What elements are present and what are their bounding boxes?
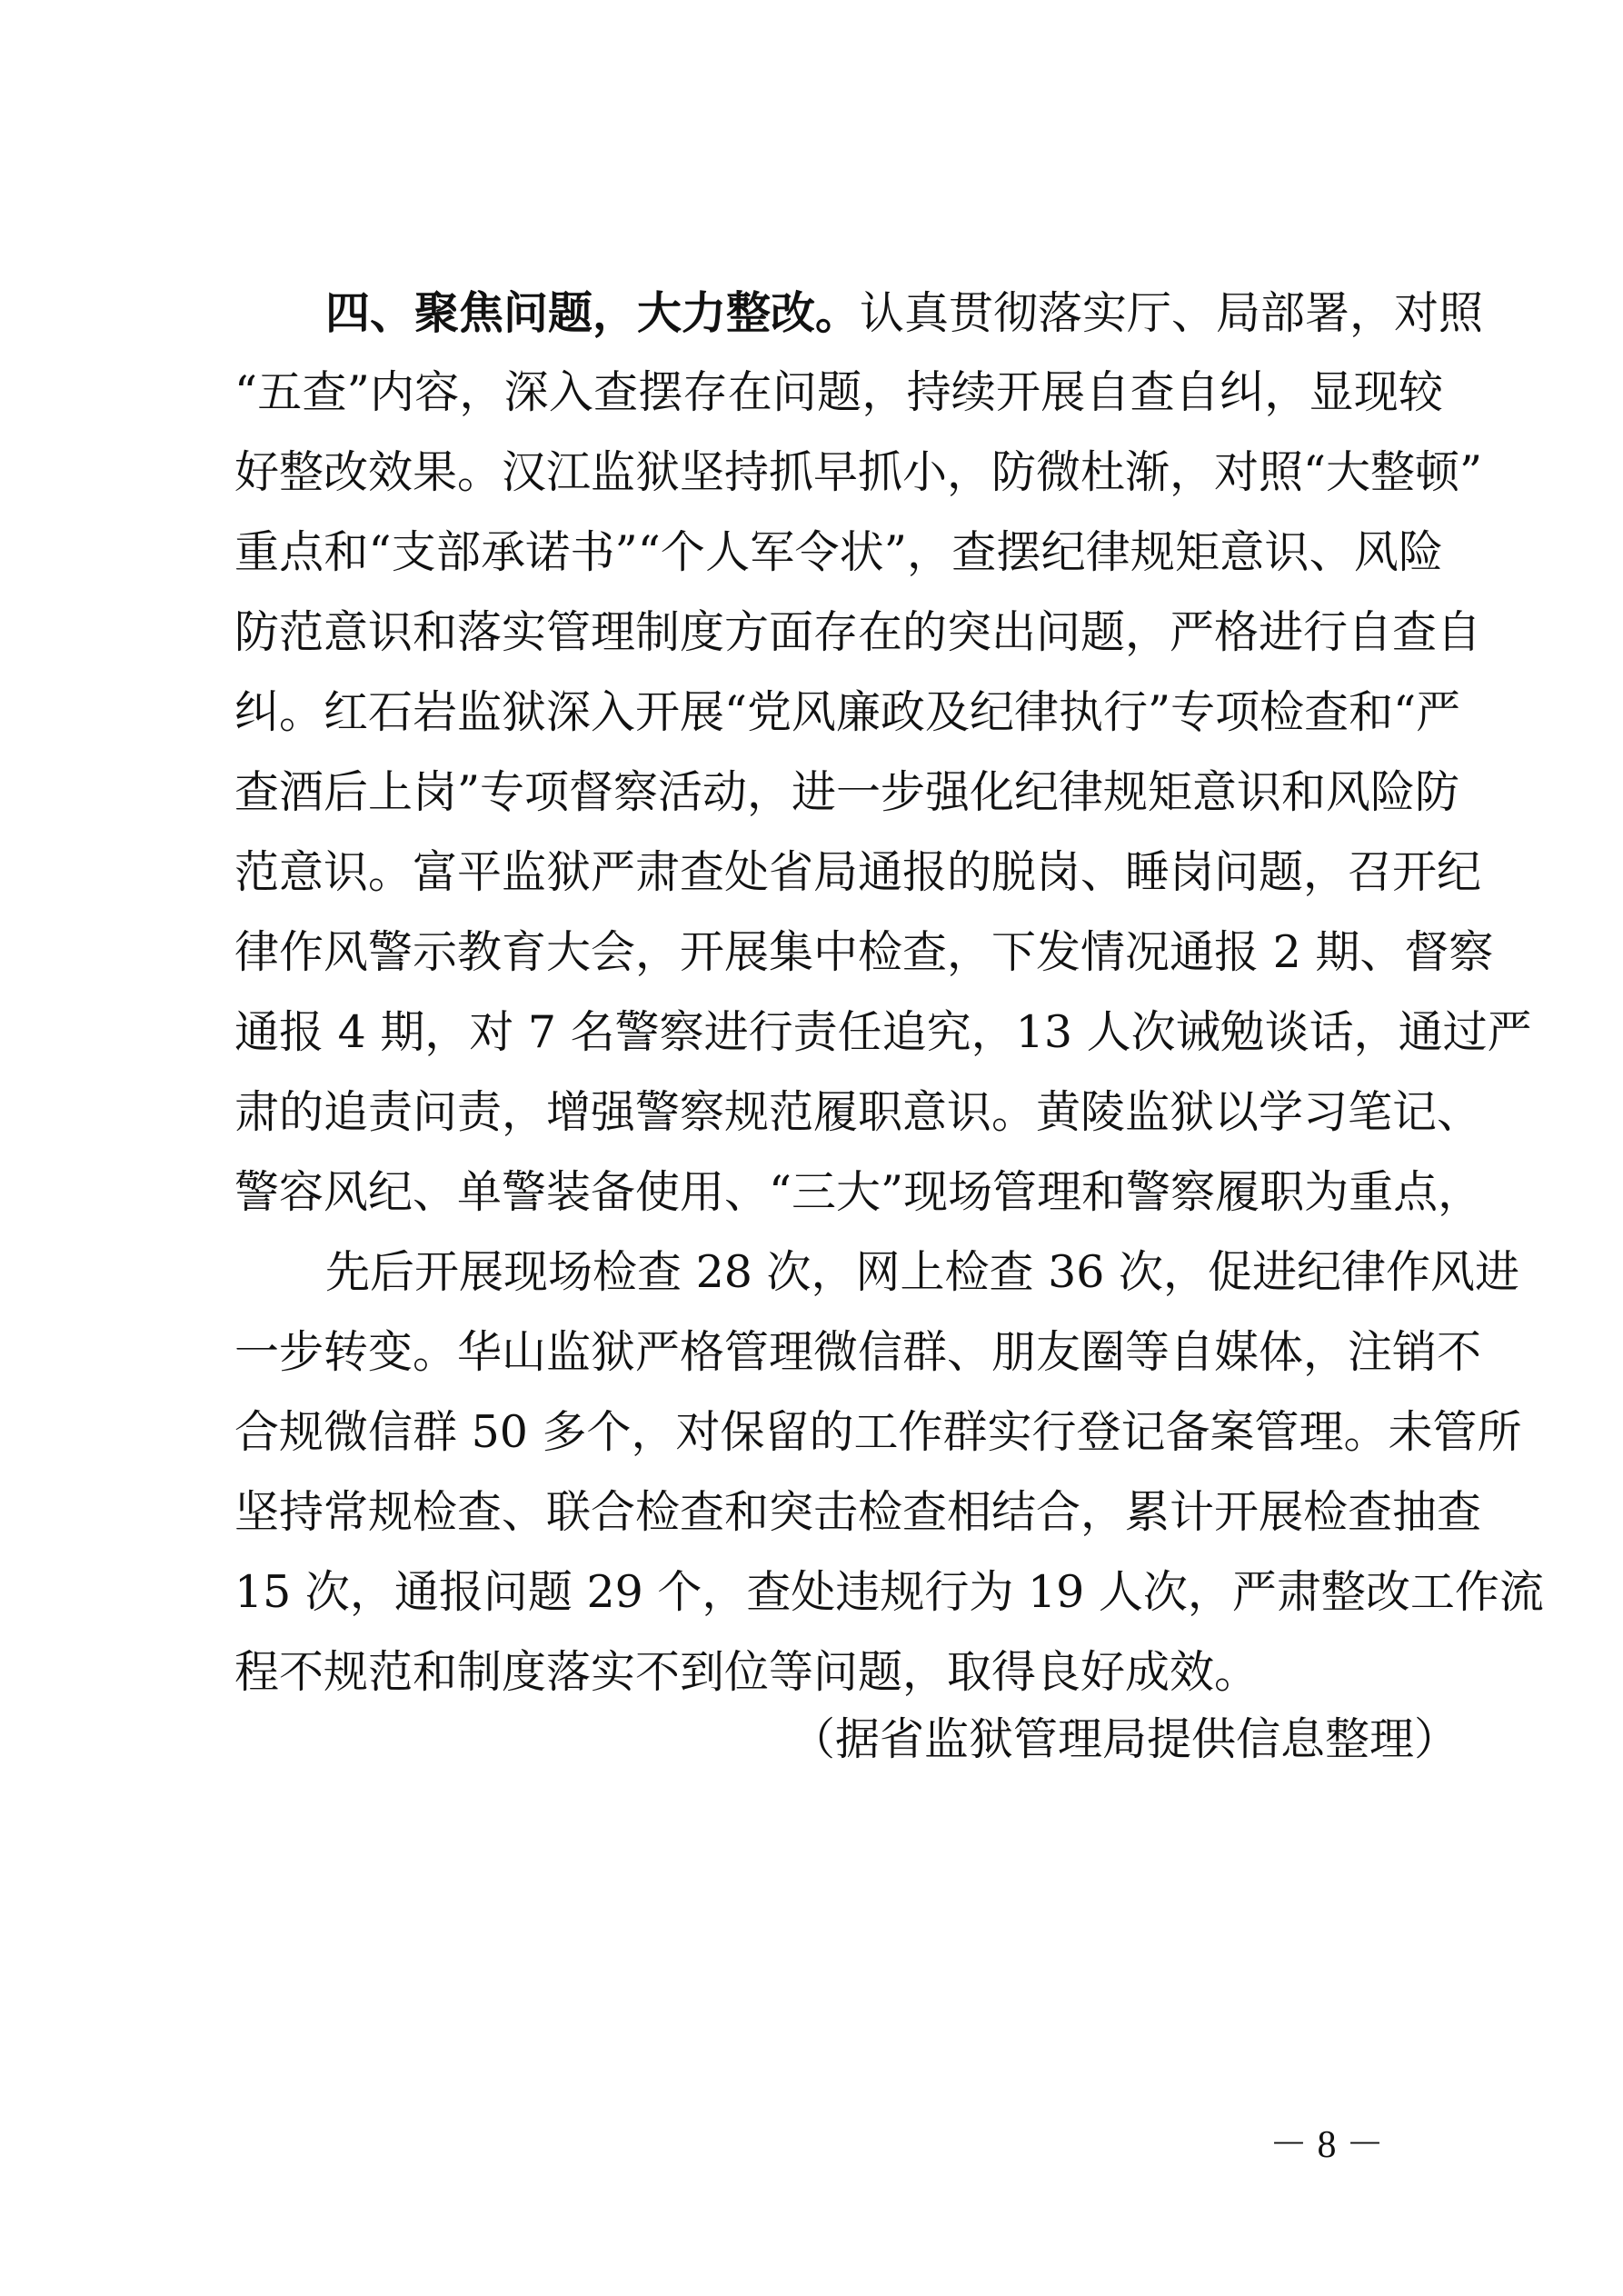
source-note: （据省监狱管理局提供信息整理） [791, 1713, 1459, 1765]
paragraph-line: 范意识。富平监狱严肃查处省局通报的脱岗、睡岗问题，召开纪 [234, 846, 1482, 898]
paragraph-line: 坚持常规检查、联合检查和突击检查相结合，累计开展检查抽查 [234, 1486, 1482, 1538]
paragraph-line: 程不规范和制度落实不到位等问题，取得良好成效。 [234, 1646, 1260, 1698]
paragraph-line: 一步转变。华山监狱严格管理微信群、朋友圈等自媒体，注销不 [234, 1326, 1482, 1378]
document-body [234, 273, 1544, 1712]
paragraph-line: 纠。红石岩监狱深入开展“党风廉政及纪律执行”专项检查和“严 [234, 686, 1461, 738]
paragraph-line: 重点和“支部承诺书”“个人军令状”，查摆纪律规矩意识、风险 [234, 526, 1443, 578]
paragraph-line [234, 273, 1484, 353]
paragraph-line: 查酒后上岗”专项督察活动，进一步强化纪律规矩意识和风险防 [234, 766, 1460, 818]
paragraph-line: 合规微信群 50 多个，对保留的工作群实行登记备案管理。未管所 [234, 1406, 1522, 1458]
section-heading: 四、聚焦问题，大力整改。 [325, 286, 861, 339]
page-number: － 8 － [1269, 2124, 1384, 2166]
paragraph-line: 通报 4 期，对 7 名警察进行责任追究，13 人次诫勉谈话，通过严 [234, 1006, 1532, 1058]
paragraph-2 [234, 1233, 1544, 1712]
paragraph-1 [234, 273, 1532, 1233]
paragraph-line: 先后开展现场检查 28 次，网上检查 36 次，促进纪律作风进 [325, 1246, 1520, 1298]
paragraph-line: 防范意识和落实管理制度方面存在的突出问题，严格进行自查自 [234, 606, 1482, 658]
paragraph-line: 肃的追责问责，增强警察规范履职意识。黄陵监狱以学习笔记、 [234, 1086, 1482, 1138]
paragraph-line: “五查”内容，深入查摆存在问题，持续开展自查自纠，显现较 [234, 366, 1443, 418]
paragraph-text: 认真贯彻落实厅、局部署，对照 [860, 287, 1484, 339]
paragraph-line: 15 次，通报问题 29 个，查处违规行为 19 人次，严肃整改工作流 [234, 1566, 1544, 1618]
paragraph-line: 好整改效果。汉江监狱坚持抓早抓小，防微杜渐，对照“大整顿” [234, 446, 1483, 498]
paragraph-line: 律作风警示教育大会，开展集中检查，下发情况通报 2 期、督察 [234, 926, 1494, 978]
paragraph-line: 警容风纪、单警装备使用、“三大”现场管理和警察履职为重点， [234, 1166, 1483, 1218]
